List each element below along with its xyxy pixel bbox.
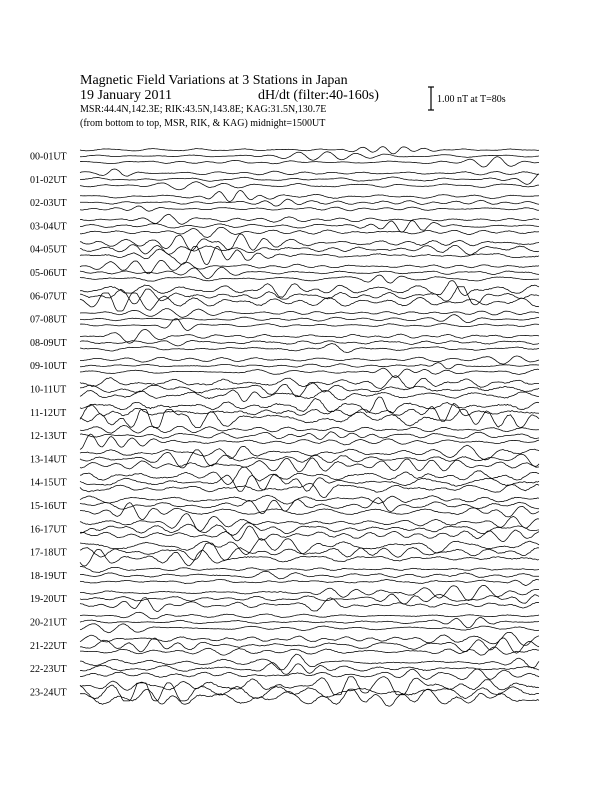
hour-row-07-08ut bbox=[30, 309, 539, 331]
scale-bar-label: 1.00 nT at T=80s bbox=[437, 94, 506, 105]
hour-row-18-19ut bbox=[30, 566, 539, 585]
chart-title: Magnetic Field Variations at 3 Stations in Japan bbox=[80, 73, 348, 88]
hour-row-12-13ut bbox=[30, 425, 539, 449]
hour-label: 05-06UT bbox=[30, 268, 67, 279]
hour-label: 08-09UT bbox=[30, 337, 67, 349]
trace-rik bbox=[80, 404, 539, 422]
hour-label: 10-11UT bbox=[30, 384, 67, 396]
trace-kag bbox=[80, 677, 539, 695]
hour-row-06-07ut bbox=[30, 281, 539, 311]
hour-row-15-16ut bbox=[30, 495, 539, 519]
hour-row-03-04ut bbox=[30, 214, 539, 237]
hour-label: 01-02UT bbox=[30, 174, 67, 186]
hour-label: 00-01UT bbox=[30, 151, 67, 163]
hour-label: 02-03UT bbox=[30, 198, 67, 210]
trace-rik bbox=[80, 174, 539, 184]
trace-msr bbox=[80, 246, 539, 264]
hour-label: 20-21UT bbox=[30, 617, 67, 629]
trace-msr bbox=[80, 227, 539, 237]
trace-kag bbox=[80, 214, 539, 224]
hour-row-22-23ut bbox=[30, 654, 539, 680]
hour-row-04-05ut bbox=[30, 234, 539, 264]
trace-rik bbox=[80, 267, 539, 278]
trace-msr bbox=[80, 390, 539, 402]
trace-rik bbox=[80, 594, 539, 604]
trace-rik bbox=[80, 287, 539, 305]
trace-msr bbox=[80, 503, 539, 520]
trace-rik bbox=[80, 245, 539, 255]
trace-msr bbox=[80, 344, 539, 353]
trace-order-note: (from bottom to top, MSR, RIK, & KAG) midnight=1500UT bbox=[80, 118, 326, 129]
trace-kag bbox=[80, 425, 539, 433]
trace-msr bbox=[80, 458, 539, 472]
trace-msr bbox=[80, 550, 539, 566]
hour-row-21-22ut bbox=[30, 632, 539, 655]
trace-kag bbox=[80, 654, 539, 670]
trace-rik bbox=[80, 663, 539, 675]
trace-rik bbox=[80, 199, 539, 206]
trace-rik bbox=[80, 221, 539, 233]
hour-row-01-02ut bbox=[30, 169, 539, 190]
hour-row-23-24ut bbox=[30, 677, 539, 707]
trace-kag bbox=[80, 169, 539, 176]
hour-row-14-15ut bbox=[30, 467, 539, 497]
hour-label: 16-17UT bbox=[30, 524, 67, 536]
trace-rik bbox=[80, 617, 539, 628]
station-coordinates: MSR:44.4N,142.3E; RIK:43.5N,143.8E; KAG:31.5N,130.7E bbox=[80, 104, 327, 115]
chart-quantity: dH/dt (filter:40-160s) bbox=[258, 88, 379, 103]
trace-rik bbox=[80, 450, 539, 468]
hour-row-19-20ut bbox=[30, 585, 539, 611]
trace-rik bbox=[80, 363, 539, 369]
hour-row-16-17ut bbox=[30, 514, 539, 542]
hour-label: 14-15UT bbox=[30, 477, 67, 489]
hour-row-05-06ut bbox=[30, 260, 539, 283]
hour-label: 04-05UT bbox=[30, 244, 67, 256]
trace-msr bbox=[80, 624, 539, 633]
hour-row-02-03ut bbox=[30, 190, 539, 211]
hour-label: 19-20UT bbox=[30, 594, 67, 606]
trace-msr bbox=[80, 182, 539, 190]
hour-label: 18-19UT bbox=[30, 570, 67, 582]
hour-row-13-14ut bbox=[30, 445, 539, 472]
hour-label: 21-22UT bbox=[30, 640, 67, 652]
hour-label: 15-16UT bbox=[30, 501, 67, 512]
trace-msr bbox=[80, 206, 539, 211]
hour-label: 03-04UT bbox=[30, 221, 67, 233]
trace-kag bbox=[80, 539, 539, 555]
trace-msr bbox=[80, 669, 539, 680]
hour-label: 22-23UT bbox=[30, 664, 67, 676]
hour-label: 09-10UT bbox=[30, 361, 67, 373]
trace-kag bbox=[80, 397, 539, 413]
hour-label: 06-07UT bbox=[30, 291, 67, 303]
trace-kag bbox=[80, 495, 539, 504]
trace-msr bbox=[80, 579, 539, 585]
trace-kag bbox=[80, 190, 539, 201]
trace-msr bbox=[80, 368, 539, 377]
hour-label: 12-13UT bbox=[30, 431, 67, 443]
hour-label: 17-18UT bbox=[30, 547, 67, 559]
hour-label: 11-12UT bbox=[30, 407, 67, 419]
trace-rik bbox=[80, 571, 539, 579]
hour-row-09-10ut bbox=[30, 356, 539, 378]
hour-label: 07-08UT bbox=[30, 314, 67, 326]
trace-kag bbox=[80, 632, 539, 645]
hour-row-00-01ut bbox=[30, 147, 539, 167]
trace-kag bbox=[80, 330, 539, 344]
trace-kag bbox=[80, 467, 539, 484]
trace-kag bbox=[80, 147, 539, 154]
hour-label: 13-14UT bbox=[30, 454, 67, 466]
hour-label: 23-24UT bbox=[30, 687, 67, 699]
trace-rik bbox=[80, 432, 539, 440]
trace-msr bbox=[80, 319, 539, 331]
hour-row-10-11ut bbox=[30, 376, 539, 402]
hour-row-17-18ut bbox=[30, 539, 539, 566]
trace-kag bbox=[80, 566, 539, 572]
trace-rik bbox=[80, 340, 539, 345]
hour-row-08-09ut bbox=[30, 330, 539, 353]
trace-msr bbox=[80, 157, 539, 167]
trace-kag bbox=[80, 356, 539, 364]
hour-row-20-21ut bbox=[30, 612, 539, 633]
trace-msr bbox=[80, 410, 539, 428]
hour-row-11-12ut bbox=[30, 397, 539, 427]
trace-msr bbox=[80, 293, 539, 311]
scale-bar bbox=[428, 87, 434, 110]
trace-msr bbox=[80, 275, 539, 283]
chart-date: 19 January 2011 bbox=[80, 88, 173, 103]
trace-kag bbox=[80, 612, 539, 619]
